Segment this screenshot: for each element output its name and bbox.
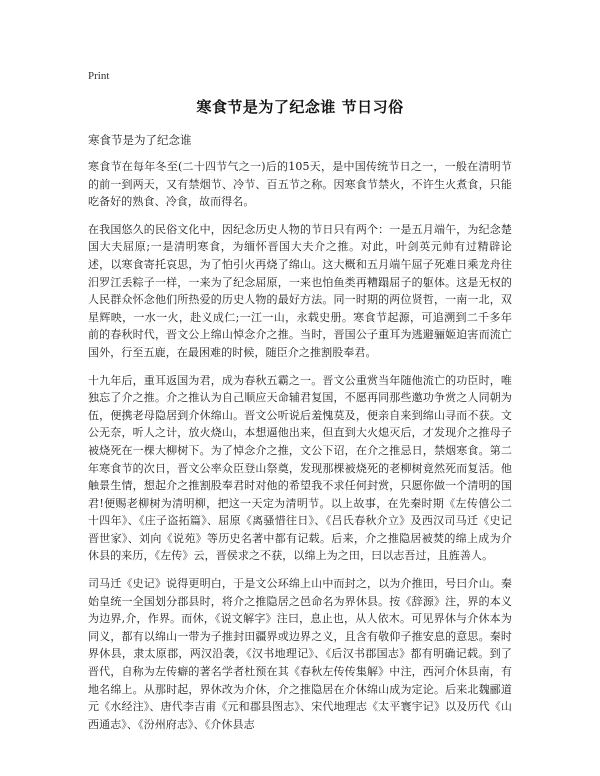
page-title: 寒食节是为了纪念谁 节日习俗 (196, 98, 404, 116)
print-label: Print (88, 70, 110, 82)
article-body (88, 158, 512, 733)
paragraph: 寒食节在每年冬至(二十四节气之一)后的105天，是中国传统节日之一，一般在清明节的前一到两天，又有禁烟节、冷节、百五节之称。因寒食节禁火，不许生火煮食，只能吃备好的熟食、冷食，故而得名。 (88, 160, 512, 209)
paragraph: 在我国悠久的民俗文化中，因纪念历史人物的节日只有两个：一是五月端午，为纪念楚国大夫屈原;一是清明寒食，为缅怀晋国大夫介之推。对此，叶剑英元帅有过精辟论述，以寒食寄托哀思，为了怕引火再烧了绵山。这大概和五月端午屈子死难日乘龙舟往汨罗江丢粽子一样，一来为了纪念屈原，一来也怕鱼类再糟蹋屈子的躯体。这是无权的人民群众怀念他们所热爱的历史人物的最好方法。同一时期的两位贤哲，一南一北，双星辉映，一水一火，赴义成仁;一江一山，永载史册。寒食节起源，可追溯到二千多年前的春秋时代，晋文公上绵山悼念介之推。当时，晋国公子重耳为逃避骊姬迫害而流亡国外，行至五鹿，在最困难的时候，随臣介之推割股奉君。 (88, 222, 512, 359)
paragraph: 十九年后，重耳返国为君，成为春秋五霸之一。晋文公重赏当年随他流亡的功臣时，唯独忘了介之推。介之推认为自己顺应天命辅君复国，不愿再同那些邀功争赏之人同朝为伍，便携老母隐居到介休绵山。晋文公听说后羞愧莫及，便亲自来到绵山寻而不获。文公无奈，听人之计，放火烧山，本想逼他出来，但直到大火熄灭后，才发现介之推母子被烧死在一棵大柳树下。为了悼念介之推，文公下诏，在介之推忌日，禁烟寒食。第二年寒食节的次日，晋文公率众臣登山祭奠，发现那棵被烧死的老柳树竟然死而复活。他触景生情，想起介之推割股奉君时对他的希望我不求任何封赏，只愿你做一个清明的国君!便赐老柳树为清明柳，把这一天定为清明节。以上故事，在先秦时期《左传僖公二十四年》、《庄子盗拓篇》、屈原《离骚惜往日》、《吕氏春秋介立》及西汉司马迁《史记晋世家》、刘向《说苑》等历史名著中都有记载。后来，介之推隐居被焚的绵上成为介休县的来历，《左传》云，晋侯求之不获，以绵上为之田，曰以志吾过，且旌善人。 (88, 373, 512, 563)
paragraph: 司马迁《史记》说得更明白，于是文公环绵上山中而封之，以为介推田，号曰介山。秦始皇统一全国划分郡县时，将介之推隐居之邑命名为界休县。按《辞源》注，界的本义为边界,介，作界。而休，《说文解字》注曰，息止也，从人依木。可见界休与介休本为同义，都有以绵山一带为子推封田疆界或边界之义，且含有敬仰子推安息的意思。秦时界休县，隶太原郡，两汉沿袭，《汉书地理记》、《后汉书郡国志》都有明确记载。到了晋代，自称为左传癖的著名学者杜预在其《春秋左传传集解》中注，西河介休县南，有地名绵上。从那时起，界休改为介休，介之推隐居在介休绵山成为定论。后来北魏郦道元《水经注》、唐代李吉甫《元和郡县图志》、宋代地理志《太平寰宇记》以及历代《山西通志》、《汾州府志》、《介休县志 (88, 577, 512, 731)
section-subtitle: 寒食节是为了纪念谁 (88, 133, 192, 147)
